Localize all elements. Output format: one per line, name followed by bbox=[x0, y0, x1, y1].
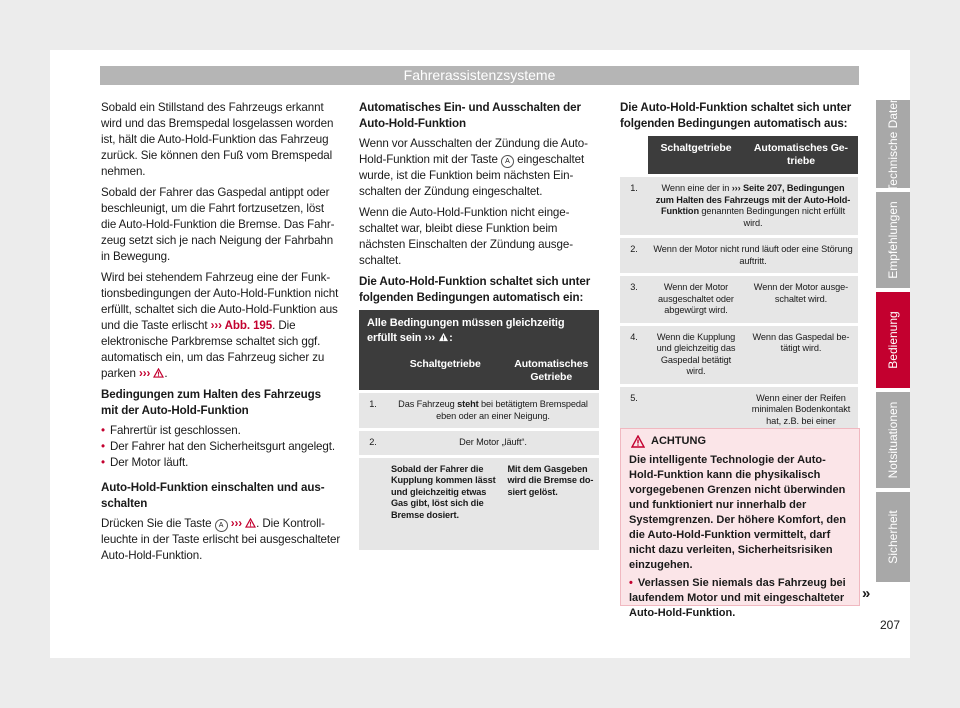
row-number: 5. bbox=[620, 385, 648, 445]
subheading: Die Auto-Hold-Funktion schaltet sich unter folgenden Bedingungen automatisch ein: bbox=[359, 275, 591, 304]
continue-arrows: » bbox=[862, 585, 871, 602]
paragraph bbox=[359, 136, 599, 200]
text: eingeschaltet wurde, ist die Funktion beim nächsten Einschalten der Zündung eingeschaltet. bbox=[359, 153, 585, 198]
table-row bbox=[359, 456, 599, 550]
table-row bbox=[620, 237, 858, 275]
tab-notsituationen[interactable]: Notsituationen bbox=[876, 392, 910, 488]
list-item: • Der Motor läuft. bbox=[101, 455, 341, 471]
column-3 bbox=[620, 100, 858, 445]
auto-hold-button-icon: A bbox=[501, 155, 514, 168]
warning-bullet: • Verlassen Sie niemals das Fahrzeug bei laufendem Motor und mit eingeschalteter Auto-Hold-Funktion. bbox=[629, 576, 851, 621]
table-cell: Das Fahrzeug steht bei betätigtem Bremspedal eben oder an einer Neigung. bbox=[387, 392, 599, 430]
row-number: 1. bbox=[359, 392, 387, 430]
column-header: Automatisches Getriebe bbox=[503, 352, 599, 392]
paragraph: Sobald der Fahrer das Gaspedal antippt oder beschleunigt, um die Fahrt fortzusetzen, löst die Auto-Hold-Funktion die Bremse. Das Fahrzeug setzt sich je nach Neigung der Fahrbahn in Bewegung. bbox=[101, 186, 335, 263]
tab-empfehlungen[interactable]: Empfehlungen bbox=[876, 192, 910, 288]
warning-triangle-icon bbox=[438, 332, 449, 342]
table-cell: Wenn der Motor ausgeschaltet wird. bbox=[744, 275, 858, 325]
row-number: 3. bbox=[620, 275, 648, 325]
table-cell: Mit dem Gasgeben wird die Bremse dosiert gelöst. bbox=[503, 456, 599, 550]
table-title: Alle Bedingungen müssen gleichzeitig erfüllt sein ››› : bbox=[359, 310, 599, 352]
tab-sicherheit[interactable]: Sicherheit bbox=[876, 492, 910, 582]
table-cell: Wenn eine der in ››› Seite 207, Bedingungen zum Halten des Fahrzeugs mit der Auto-Hold-Funktion genannten Bedingungen nicht erfüllt wird. bbox=[648, 176, 858, 237]
page-link[interactable]: ››› Seite 207, Bedingungen zum Halten des Fahrzeugs mit der Auto-Hold-Funktion bbox=[655, 183, 851, 216]
text: . Die Kontrollleuchte in der Taste erlischt bei ausgeschalteter Auto-Hold-Funktion. bbox=[101, 517, 341, 562]
column-header: Schaltgetriebe bbox=[648, 136, 744, 176]
table-row bbox=[620, 275, 858, 325]
list-item: • Fahrertür ist geschlossen. bbox=[101, 423, 341, 439]
table-row bbox=[620, 324, 858, 385]
warning-box bbox=[620, 428, 860, 619]
warning-triangle-icon bbox=[245, 518, 256, 528]
row-number: 2. bbox=[620, 237, 648, 275]
text: . Die elektronische Parkbremse schaltet sich ggf. automatisch ein, um das Fahrzeug sicher zu parken bbox=[101, 319, 325, 380]
section-header: Fahrerassistenzsysteme bbox=[100, 66, 859, 85]
column-header: Schaltgetriebe bbox=[387, 352, 503, 392]
warning-triangle-icon bbox=[631, 435, 645, 448]
warning-link[interactable]: ››› bbox=[424, 332, 436, 344]
paragraph bbox=[101, 516, 341, 564]
warning-title: ACHTUNG bbox=[651, 435, 706, 447]
paragraph: Sobald ein Stillstand des Fahrzeugs erkannt wird und das Bremspedal losgelassen worden ist, hält die Auto-Hold-Funktion das Fahrzeug zurück. Sie können den Fuß vom Bremspedal nehmen. bbox=[101, 101, 334, 178]
row-number: 2. bbox=[359, 430, 387, 457]
table-row bbox=[620, 176, 858, 237]
list-item: • Der Fahrer hat den Sicherheitsgurt angelegt. bbox=[101, 439, 341, 455]
warning-triangle-icon bbox=[153, 368, 164, 378]
table-cell: Wenn die Kupplung und gleichzeitig das Gaspedal betätigt wird. bbox=[648, 324, 744, 385]
column-2 bbox=[359, 100, 599, 550]
page-number: 207 bbox=[880, 618, 901, 632]
row-number: 1. bbox=[620, 176, 648, 237]
tab-bedienung[interactable]: Bedienung bbox=[876, 292, 910, 388]
warning-link[interactable]: ››› bbox=[138, 367, 151, 380]
table-corner bbox=[620, 136, 648, 176]
column-header: Automatisches Getriebe bbox=[744, 136, 858, 176]
table-cell: Wenn einer der Reifen minimalen Bodenkontakt hat, z.B. bei einer bbox=[744, 385, 858, 445]
table-corner bbox=[359, 352, 387, 392]
table-cell: Wenn der Motor ausgeschaltet oder abgewürgt wird. bbox=[648, 275, 744, 325]
table-cell: Wenn der Motor nicht rund läuft oder eine Störung auftritt. bbox=[648, 237, 858, 275]
warning-link[interactable]: ››› bbox=[230, 517, 243, 530]
column-1 bbox=[101, 100, 341, 569]
table-cell: Sobald der Fahrer die Kupplung kommen lässt und gleichzeitig etwas Gas gibt, löst sich die Bremse dosiert. bbox=[387, 456, 503, 550]
paragraph: Wird bei stehendem Fahrzeug eine der Funktionsbedingungen der Auto-Hold-Funktion nicht erfüllt, schaltet sich die Auto-Hold-Funktion aus und die Taste erlischt ››› Abb. 195. Die elektronische Parkbremse schaltet sich ggf. automatisch ein, um das Fahrzeug sicher zu parken ››› . bbox=[101, 271, 339, 380]
table-row bbox=[359, 430, 599, 457]
tab-technische-daten[interactable]: Technische Daten bbox=[876, 100, 910, 188]
table-cell: Der Motor „läuft“. bbox=[387, 430, 599, 457]
subheading: Automatisches Ein- und Ausschalten der Auto-Hold-Funktion bbox=[359, 101, 581, 130]
subheading: Auto-Hold-Funktion einschalten und ausschalten bbox=[101, 481, 325, 510]
subheading: Die Auto-Hold-Funktion schaltet sich unter folgenden Bedingungen automatisch aus: bbox=[620, 101, 852, 130]
row-number bbox=[359, 456, 387, 550]
auto-hold-button-icon: A bbox=[215, 519, 228, 532]
conditions-on-table bbox=[359, 310, 599, 550]
table-row bbox=[359, 392, 599, 430]
subheading: Bedingungen zum Halten des Fahrzeugs mit der Auto-Hold-Funktion bbox=[101, 388, 321, 417]
warning-text: Die intelligente Technologie der Auto-Hold-Funktion kann die physikalisch vorgegebenen Grenzen nicht überwinden und funktioniert nur innerhalb der Systemgrenzen. Der höhere Komfort, den die Auto-Hold-Funktion vermittelt, darf nicht dazu verleiten, Sicherheitsrisiken einzugehen. bbox=[629, 454, 846, 571]
figure-link[interactable]: ››› Abb. 195 bbox=[210, 319, 273, 332]
text: Wenn vor Ausschalten der Zündung die Auto-Hold-Funktion mit der Taste bbox=[359, 137, 588, 166]
text: Wird bei stehendem Fahrzeug eine der Funktionsbedingungen der Auto-Hold-Funktion nicht erfüllt, schaltet sich die Auto-Hold-Funktion aus und die Taste erlischt bbox=[101, 271, 339, 332]
paragraph: Wenn die Auto-Hold-Funktion nicht eingeschaltet war, bleibt diese Funktion beim nächsten Einschalten der Zündung ausgeschaltet. bbox=[359, 206, 574, 267]
text: Drücken Sie die Taste bbox=[101, 517, 215, 530]
table-cell: Wenn das Gaspedal betätigt wird. bbox=[744, 324, 858, 385]
conditions-off-table bbox=[620, 136, 858, 445]
row-number: 4. bbox=[620, 324, 648, 385]
